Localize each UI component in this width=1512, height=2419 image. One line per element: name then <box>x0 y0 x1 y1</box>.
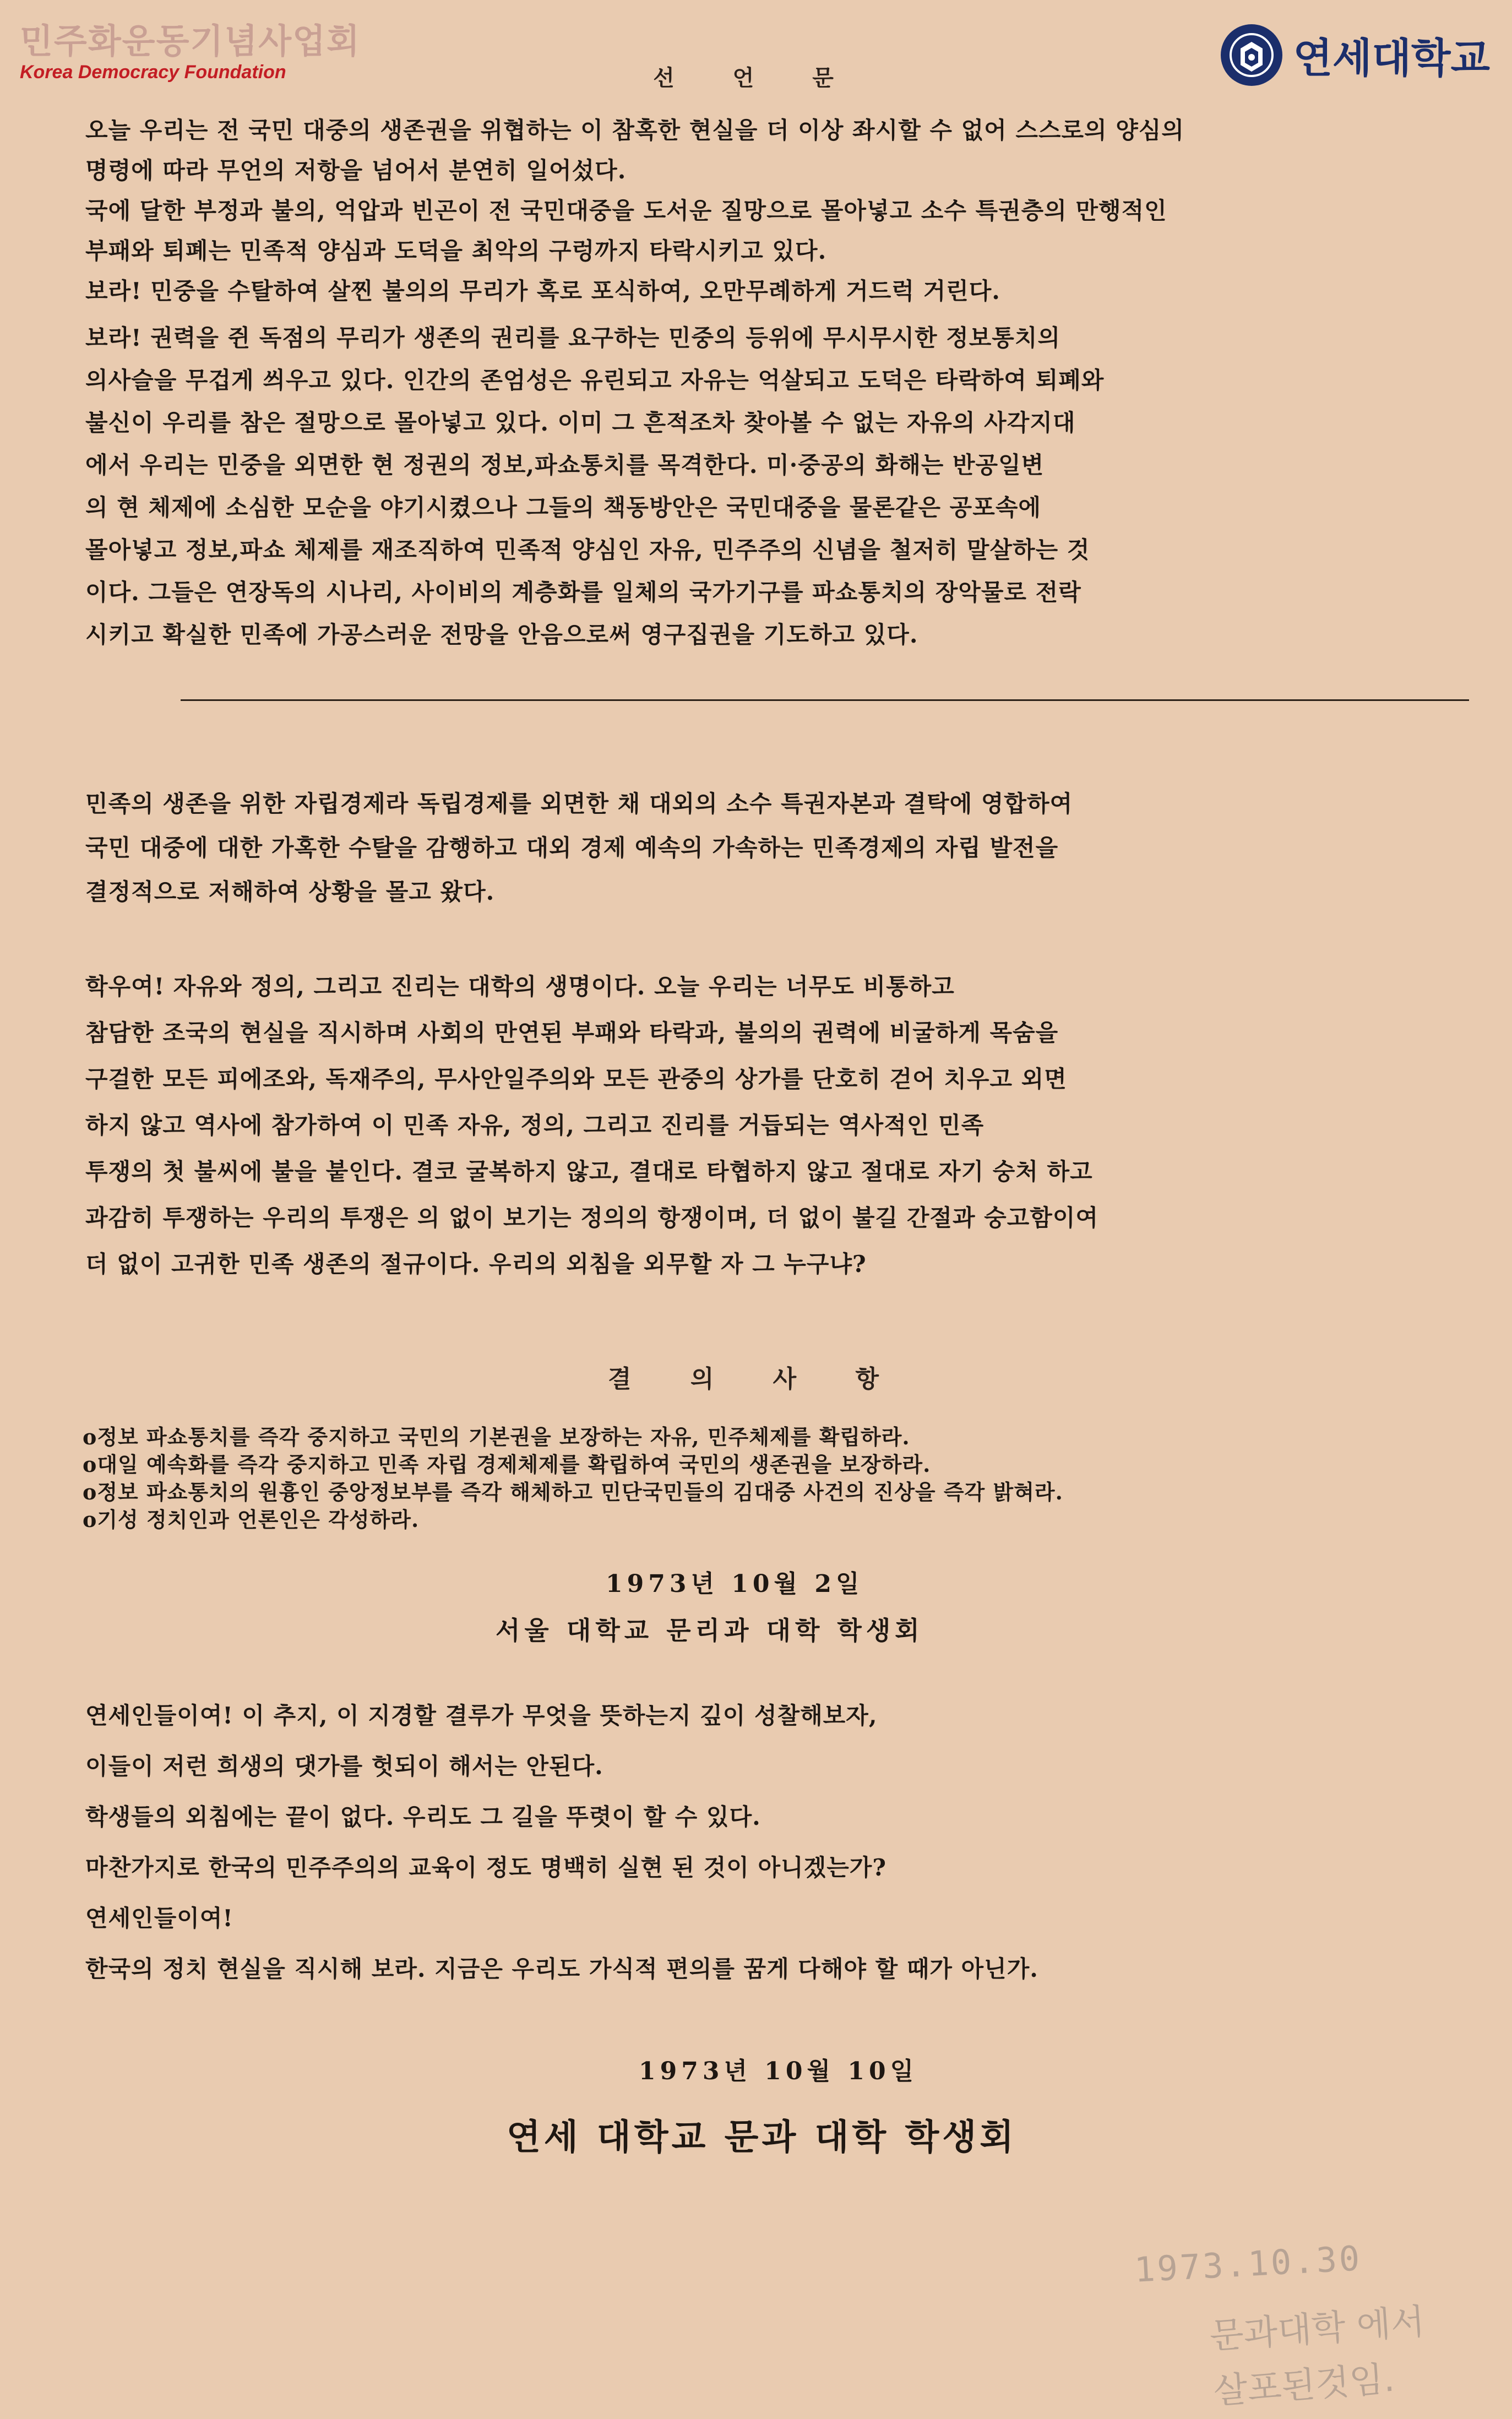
resolutions-list <box>83 1423 1063 1534</box>
text-line: 민족의 생존을 위한 자립경제라 독립경제를 외면한 채 대외의 소수 특권자본과 결탁에 영합하여 <box>85 790 1073 817</box>
snu-date: 1973년 10월 2일 <box>606 1570 864 1598</box>
text-line: 몰아넣고 정보,파쇼 체제를 재조직하여 민족적 양심인 자유, 민주주의 신념을 철저히 말살하는 것 <box>85 536 1090 563</box>
declaration-block-1 <box>85 110 1473 311</box>
text-line: 하지 않고 역사에 참가하여 이 민족 자유, 정의, 그리고 진리를 거듭되는 역사적인 민족 <box>85 1112 985 1139</box>
text-line: 부패와 퇴폐는 민족적 양심과 도덕을 최악의 구렁까지 타락시키고 있다. <box>85 237 827 264</box>
handwritten-underline <box>181 699 1469 701</box>
text-line: 연세인들이여! <box>85 1905 233 1932</box>
text-line: 과감히 투쟁하는 우리의 투쟁은 의 없이 보기는 정의의 항쟁이며, 더 없이 불길 간절과 숭고함이여 <box>85 1204 1099 1231</box>
text-line: 오늘 우리는 전 국민 대중의 생존권을 위협하는 이 참혹한 현실을 더 이상 좌시할 수 없어 스스로의 양심의 <box>85 117 1184 144</box>
text-line: 국민 대중에 대한 가혹한 수탈을 감행하고 대외 경제 예속의 가속하는 민족경제의 자립 발전을 <box>85 834 1059 861</box>
text-line: 연세인들이여! 이 추지, 이 지경할 결루가 무엇을 뜻하는지 깊이 성찰해보자, <box>85 1702 878 1729</box>
text-line: 구걸한 모든 피에조와, 독재주의, 무사안일주의와 모든 관중의 상가를 단호히 걷어 치우고 외면 <box>85 1066 1067 1092</box>
text-line: 이다. 그들은 연장독의 시나리, 사이비의 계층화를 일체의 국가기구를 파쇼통치의 장악물로 전락 <box>85 579 1081 606</box>
text-line: 의 현 체제에 소심한 모순을 야기시켰으나 그들의 책동방안은 국민대중을 물론같은 공포속에 <box>85 494 1041 521</box>
handwritten-note-annotation <box>1208 2295 1431 2419</box>
text-line: 이들이 저런 희생의 댓가를 헛되이 해서는 안된다. <box>85 1753 603 1780</box>
list-item: o대일 예속화를 즉각 중지하고 민족 자립 경제체제를 확립하여 국민의 생존권을 보장하라. <box>83 1452 931 1477</box>
text-line: 명령에 따라 무언의 저항을 넘어서 분연히 일어섰다. <box>85 157 627 184</box>
text-line: 보라! 권력을 쥔 독점의 무리가 생존의 권리를 요구하는 민중의 등위에 무시무시한 정보통치의 <box>85 324 1061 351</box>
resolutions-heading: 결 의 사 항 <box>608 1365 904 1393</box>
text-line: 한국의 정치 현실을 직시해 보라. 지금은 우리도 가식적 편의를 꿈게 다해야 할 때가 아닌가. <box>85 1955 1038 1982</box>
list-item: o정보 파쇼통치를 즉각 중지하고 국민의 기본권을 보장하는 자유, 민주체제를 확립하라. <box>83 1425 910 1449</box>
handwritten-date-annotation: 1973.10.30 <box>1133 2238 1363 2290</box>
yonsei-logo-text: 연세대학교 <box>1293 35 1490 82</box>
declaration-block-3 <box>85 782 1473 914</box>
list-item: o정보 파쇼통치의 원흉인 중앙정보부를 즉각 해체하고 민단국민들의 김대중 사건의 진상을 즉각 밝혀라. <box>83 1480 1063 1504</box>
declaration-block-4 <box>85 964 1473 1287</box>
text-line: 결정적으로 저해하여 상황을 몰고 왔다. <box>85 878 495 905</box>
appeal-block <box>85 1690 1473 1994</box>
text-line: 학우여! 자유와 정의, 그리고 진리는 대학의 생명이다. 오늘 우리는 너무도 비통하고 <box>85 973 955 1000</box>
yonsei-signer: 연세 대학교 문과 대학 학생회 <box>507 2117 1018 2158</box>
text-line: 마찬가지로 한국의 민주주의의 교육이 정도 명백히 실현 된 것이 아니겠는가? <box>85 1854 886 1881</box>
kdf-logo-korean: 민주화운동기념사업회 <box>20 21 361 61</box>
text-line: 국에 달한 부정과 불의, 억압과 빈곤이 전 국민대중을 도서운 질망으로 몰아넣고 소수 특권층의 만행적인 <box>85 197 1167 224</box>
text-line: 학생들의 외침에는 끝이 없다. 우리도 그 길을 뚜렷이 할 수 있다. <box>85 1803 761 1830</box>
text-line: 에서 우리는 민중을 외면한 현 정권의 정보,파쇼통치를 목격한다. 미·중공의 화해는 반공일변 <box>85 452 1045 479</box>
text-line: 시키고 확실한 민족에 가공스러운 전망을 안음으로써 영구집권을 기도하고 있다. <box>85 621 918 648</box>
yonsei-date: 1973년 10월 10일 <box>639 2057 918 2085</box>
handwritten-note-line: 문과대학 에서 <box>1208 2301 1426 2357</box>
snu-signer: 서울 대학교 문리과 대학 학생회 <box>496 1616 924 1645</box>
text-line: 투쟁의 첫 불씨에 불을 붙인다. 결코 굴복하지 않고, 결대로 타협하지 않고 절대로 자기 숭처 하고 <box>85 1158 1093 1185</box>
text-line: 더 없이 고귀한 민족 생존의 절규이다. 우리의 외침을 외무할 자 그 누구냐? <box>85 1251 867 1278</box>
document-title: 선 언 문 <box>653 65 859 91</box>
list-item: o기성 정치인과 언론인은 각성하라. <box>83 1507 420 1532</box>
text-line: 참담한 조국의 현실을 직시하며 사회의 만연된 부패와 타락과, 불의의 권력에 비굴하게 목숨을 <box>85 1019 1059 1046</box>
text-line: 의사슬을 무겁게 씌우고 있다. 인간의 존엄성은 유린되고 자유는 억살되고 도덕은 타락하여 퇴폐와 <box>85 367 1105 394</box>
text-line: 보라! 민중을 수탈하여 살찐 불의의 무리가 혹로 포식하여, 오만무례하게 거드럭 거린다. <box>85 278 1000 305</box>
declaration-block-2 <box>85 317 1473 656</box>
kdf-logo-english: Korea Democracy Foundation <box>20 62 286 83</box>
text-line: 불신이 우리를 참은 절망으로 몰아넣고 있다. 이미 그 흔적조차 찾아볼 수 없는 자유의 사각지대 <box>85 409 1076 436</box>
handwritten-note-line: 살포된것임. <box>1212 2358 1396 2412</box>
